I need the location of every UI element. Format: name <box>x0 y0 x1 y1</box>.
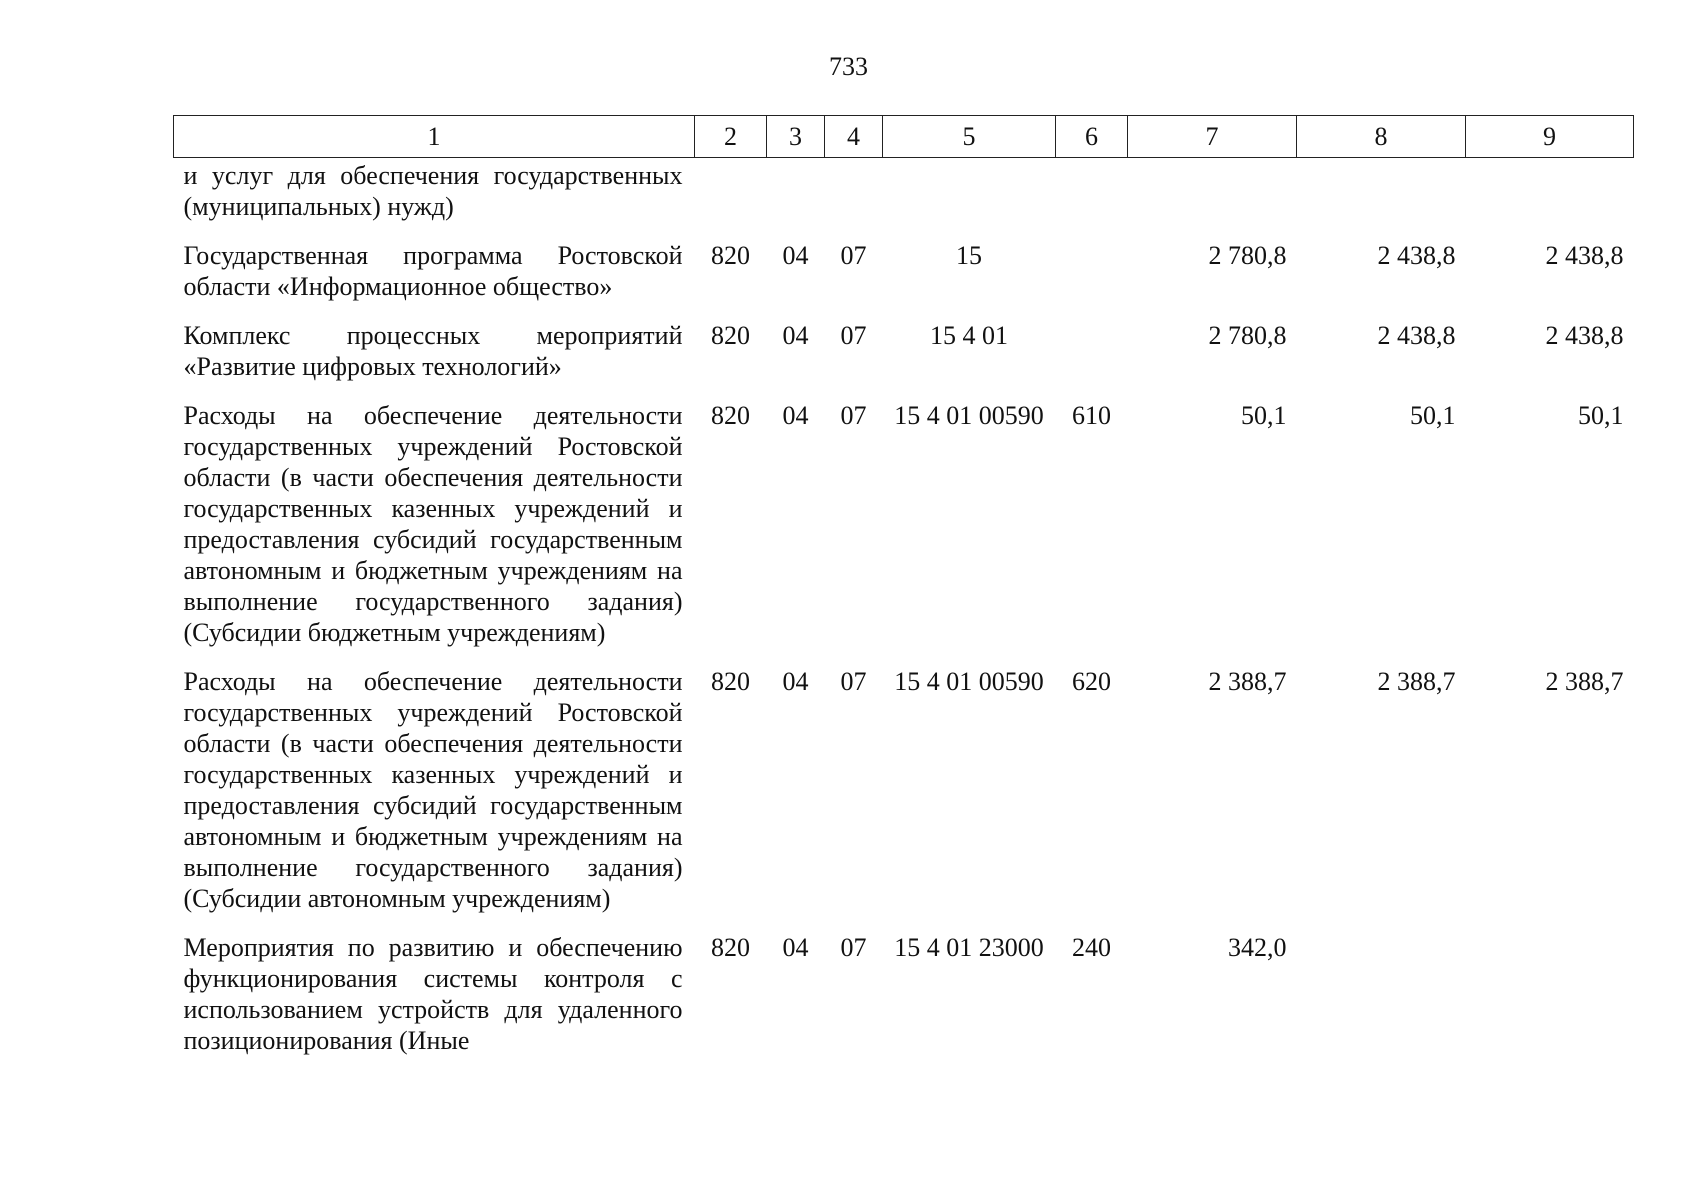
row-section-code: 04 <box>782 667 809 696</box>
table-row <box>174 924 1634 1066</box>
header-col-4: 4 <box>825 116 883 158</box>
page-number: 733 <box>829 52 868 81</box>
row-section-code: 04 <box>782 241 809 270</box>
row-subsection-code: 07 <box>840 401 867 430</box>
table-row <box>174 312 1634 392</box>
table-row <box>174 658 1634 924</box>
row-amount-col8: 2 438,8 <box>1377 241 1456 270</box>
row-section-code <box>767 158 825 233</box>
row-target-item-code: 15 4 01 00590 <box>894 401 1044 430</box>
row-amount-col7: 342,0 <box>1228 933 1287 962</box>
row-amount-col9: 2 438,8 <box>1545 321 1624 350</box>
header-col-1: 1 <box>174 116 695 158</box>
row-target-item-code: 15 4 01 23000 <box>894 933 1044 962</box>
row-amount-col7: 2 780,8 <box>1208 321 1287 350</box>
row-amount-col7: 2 388,7 <box>1208 667 1287 696</box>
row-subsection-code: 07 <box>840 933 867 962</box>
row-section-code: 04 <box>782 401 809 430</box>
table-row <box>174 232 1634 312</box>
row-ministry-code: 820 <box>711 401 750 430</box>
row-amount-col8 <box>1297 158 1466 233</box>
row-subsection-code <box>825 158 883 233</box>
header-col-2: 2 <box>695 116 767 158</box>
row-amount-col9: 2 388,7 <box>1545 667 1624 696</box>
header-row <box>174 116 1634 158</box>
table-row <box>174 392 1634 658</box>
row-amount-col7: 2 780,8 <box>1208 241 1287 270</box>
row-subsection-code: 07 <box>840 321 867 350</box>
header-col-3: 3 <box>767 116 825 158</box>
row-amount-col8: 2 388,7 <box>1377 667 1456 696</box>
row-ministry-code <box>695 158 767 233</box>
row-target-item-code: 15 4 01 00590 <box>894 667 1044 696</box>
row-expense-type-code <box>1056 232 1128 312</box>
row-ministry-code: 820 <box>711 241 750 270</box>
row-expense-type-code <box>1056 312 1128 392</box>
row-description: Мероприятия по развитию и обеспечению функционирования системы контроля с использованием устройств для удаленного позиционирования (Иные <box>183 933 683 1055</box>
row-ministry-code: 820 <box>711 933 750 962</box>
table-header <box>174 116 1634 158</box>
row-target-item-code: 15 4 01 <box>930 321 1008 350</box>
row-amount-col7 <box>1128 158 1297 233</box>
header-col-5: 5 <box>883 116 1056 158</box>
header-col-8: 8 <box>1297 116 1466 158</box>
row-amount-col8 <box>1297 924 1466 1066</box>
row-description: и услуг для обеспечения государственных (муниципальных) нужд) <box>183 161 683 221</box>
row-target-item-code <box>883 158 1056 233</box>
row-ministry-code: 820 <box>711 321 750 350</box>
row-amount-col9 <box>1466 924 1634 1066</box>
row-amount-col8: 2 438,8 <box>1377 321 1456 350</box>
row-amount-col7: 50,1 <box>1241 401 1287 430</box>
budget-table <box>173 115 1634 1066</box>
row-section-code: 04 <box>782 933 809 962</box>
row-subsection-code: 07 <box>840 667 867 696</box>
row-expense-type-code: 620 <box>1072 667 1111 696</box>
row-description: Расходы на обеспечение деятельности государственных учреждений Ростовской области (в части обеспечения деятельности государственных казенных учреждений и предоставления субсидий государственным автономным и бюджетным учреждениям на выполнение государственного задания) (Субсидии автономным учреждениям) <box>183 667 683 913</box>
header-col-9: 9 <box>1466 116 1634 158</box>
row-target-item-code: 15 <box>956 241 982 270</box>
row-subsection-code: 07 <box>840 241 867 270</box>
row-description: Расходы на обеспечение деятельности государственных учреждений Ростовской области (в части обеспечения деятельности государственных казенных учреждений и предоставления субсидий государственным автономным и бюджетным учреждениям на выполнение государственного задания) (Субсидии бюджетным учреждениям) <box>183 401 683 647</box>
row-amount-col9 <box>1466 158 1634 233</box>
row-amount-col8: 50,1 <box>1410 401 1456 430</box>
row-expense-type-code: 240 <box>1072 933 1111 962</box>
header-col-7: 7 <box>1128 116 1297 158</box>
row-description: Государственная программа Ростовской области «Информационное общество» <box>183 241 683 301</box>
table-body <box>174 158 1634 1067</box>
row-description: Комплекс процессных мероприятий «Развитие цифровых технологий» <box>183 321 683 381</box>
row-amount-col9: 50,1 <box>1578 401 1624 430</box>
row-amount-col9: 2 438,8 <box>1545 241 1624 270</box>
header-col-6: 6 <box>1056 116 1128 158</box>
table-row <box>174 158 1634 233</box>
row-section-code: 04 <box>782 321 809 350</box>
row-expense-type-code <box>1056 158 1128 233</box>
row-expense-type-code: 610 <box>1072 401 1111 430</box>
row-ministry-code: 820 <box>711 667 750 696</box>
